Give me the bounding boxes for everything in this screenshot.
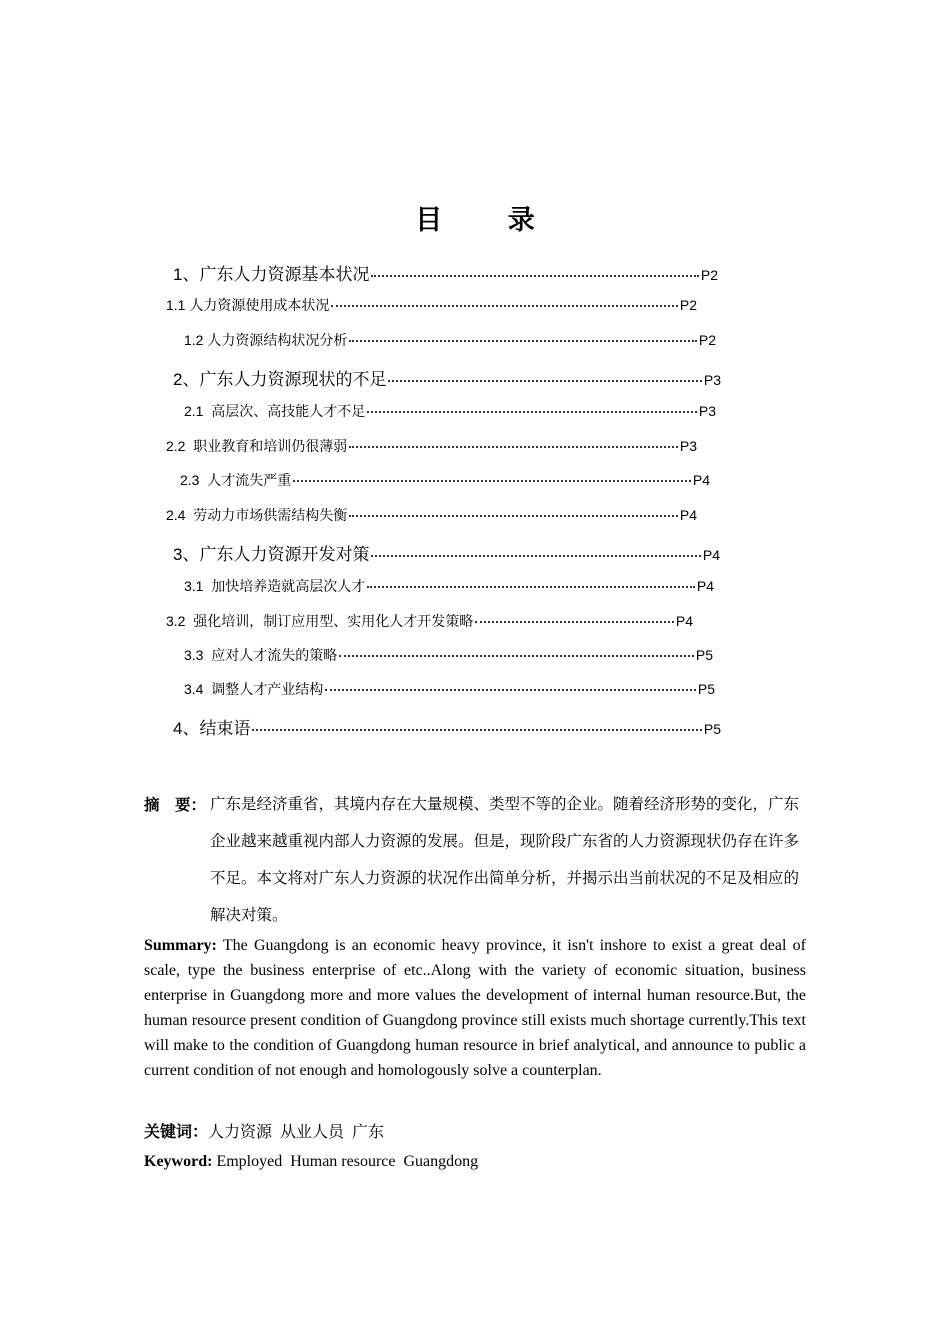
dot-leader bbox=[367, 586, 695, 588]
keywords-en-text: Employed Human resource Guangdong bbox=[212, 1153, 479, 1170]
abstract-label: 摘 要： bbox=[144, 795, 207, 814]
toc-entry-label: 4、结束语 bbox=[173, 719, 251, 738]
toc-entry-page: P3 bbox=[679, 438, 697, 454]
toc-entry-label: 2.4 劳动力市场供需结构失衡 bbox=[166, 507, 348, 523]
abstract-cn bbox=[144, 786, 808, 934]
toc-entry-label: 2.3 人才流失严重 bbox=[180, 472, 292, 488]
toc-entry-label: 1、广东人力资源基本状况 bbox=[173, 265, 370, 284]
toc-entry[interactable] bbox=[166, 295, 697, 317]
dot-leader bbox=[325, 689, 696, 691]
toc-entry-page: P5 bbox=[695, 647, 713, 663]
keywords-cn-text: 人力资源 从业人员 广东 bbox=[208, 1124, 385, 1141]
dot-leader bbox=[388, 380, 701, 382]
toc-entry[interactable] bbox=[173, 365, 721, 387]
dot-leader bbox=[371, 275, 698, 277]
toc-entry[interactable] bbox=[166, 436, 697, 458]
toc-entry[interactable] bbox=[184, 401, 716, 423]
toc-entry-label: 3.3 应对人才流失的策略 bbox=[184, 647, 338, 663]
toc-entry-page: P2 bbox=[700, 267, 718, 283]
toc-entry-label: 3、广东人力资源开发对策 bbox=[173, 545, 370, 564]
toc-entry-label: 3.1 加快培养造就高层次人才 bbox=[184, 578, 366, 594]
toc-entry[interactable] bbox=[173, 260, 718, 282]
summary-text: The Guangdong is an economic heavy province, it isn't inshore to exist a great deal of scale, type the business enterprise of etc..Along with the variety of economic situation, business enterprise in Guangdong more and more values the development of internal human resource.But, the human resource present condition of Guangdong province still exists much shortage currently.This text will make to the condition of Guangdong human resource in brief analytical, and announce to public a current condition of not enough and homologously solve a counterplan. bbox=[144, 937, 806, 1079]
abstract-text: 广东是经济重省，其境内存在大量规模、类型不等的企业。随着经济形势的变化，广东企业越来越重视内部人力资源的发展。但是，现阶段广东省的人力资源现状仍存在许多不足。本文将对广东人力资源的状况作出简单分析，并揭示出当前状况的不足及相应的解决对策。 bbox=[210, 795, 800, 924]
dot-leader bbox=[371, 555, 700, 557]
toc-title: 目 录 bbox=[415, 205, 563, 236]
toc-entry-page: P4 bbox=[675, 613, 693, 629]
keywords-en-label: Keyword: bbox=[144, 1153, 213, 1170]
toc-entry-page: P5 bbox=[697, 681, 715, 697]
toc-entry[interactable] bbox=[184, 645, 713, 667]
dot-leader bbox=[293, 480, 691, 482]
toc-entry-label: 1.1 人力资源使用成本状况 bbox=[166, 297, 330, 313]
toc-entry-page: P2 bbox=[679, 297, 697, 313]
keywords-cn-label: 关键词： bbox=[144, 1124, 209, 1141]
dot-leader bbox=[349, 340, 697, 342]
toc-entry[interactable] bbox=[173, 540, 720, 562]
toc-entry-page: P3 bbox=[703, 372, 721, 388]
toc-entry-label: 2.1 高层次、高技能人才不足 bbox=[184, 403, 366, 419]
dot-leader bbox=[339, 655, 694, 657]
toc-entry-page: P4 bbox=[696, 578, 714, 594]
toc-entry-label: 3.4 调整人才产业结构 bbox=[184, 681, 324, 697]
toc-entry-page: P4 bbox=[692, 472, 710, 488]
dot-leader bbox=[331, 305, 678, 307]
dot-leader bbox=[349, 515, 678, 517]
toc-entry-page: P3 bbox=[698, 403, 716, 419]
toc-entry-label: 2.2 职业教育和培训仍很薄弱 bbox=[166, 438, 348, 454]
keywords-cn bbox=[144, 1119, 384, 1142]
toc-entry-page: P4 bbox=[702, 547, 720, 563]
dot-leader bbox=[475, 621, 674, 623]
toc-entry[interactable] bbox=[166, 611, 693, 633]
toc-entry-page: P5 bbox=[703, 721, 721, 737]
dot-leader bbox=[367, 411, 697, 413]
keywords-en bbox=[144, 1153, 478, 1171]
toc-entry[interactable] bbox=[173, 714, 721, 736]
toc-entry-label: 1.2 人力资源结构状况分析 bbox=[184, 332, 348, 348]
toc-entry-label: 3.2 强化培训，制订应用型、实用化人才开发策略 bbox=[166, 613, 474, 629]
toc-entry-page: P2 bbox=[698, 332, 716, 348]
toc-entry[interactable] bbox=[184, 576, 714, 598]
toc-entry-page: P4 bbox=[679, 507, 697, 523]
dot-leader bbox=[252, 729, 701, 731]
toc-entry[interactable] bbox=[184, 330, 716, 352]
toc-entry[interactable] bbox=[184, 679, 715, 701]
abstract-en bbox=[144, 933, 806, 1083]
summary-label: Summary: bbox=[144, 937, 217, 954]
dot-leader bbox=[349, 446, 678, 448]
toc-entry[interactable] bbox=[180, 470, 710, 492]
toc-entry[interactable] bbox=[166, 505, 697, 527]
toc-entry-label: 2、广东人力资源现状的不足 bbox=[173, 370, 387, 389]
